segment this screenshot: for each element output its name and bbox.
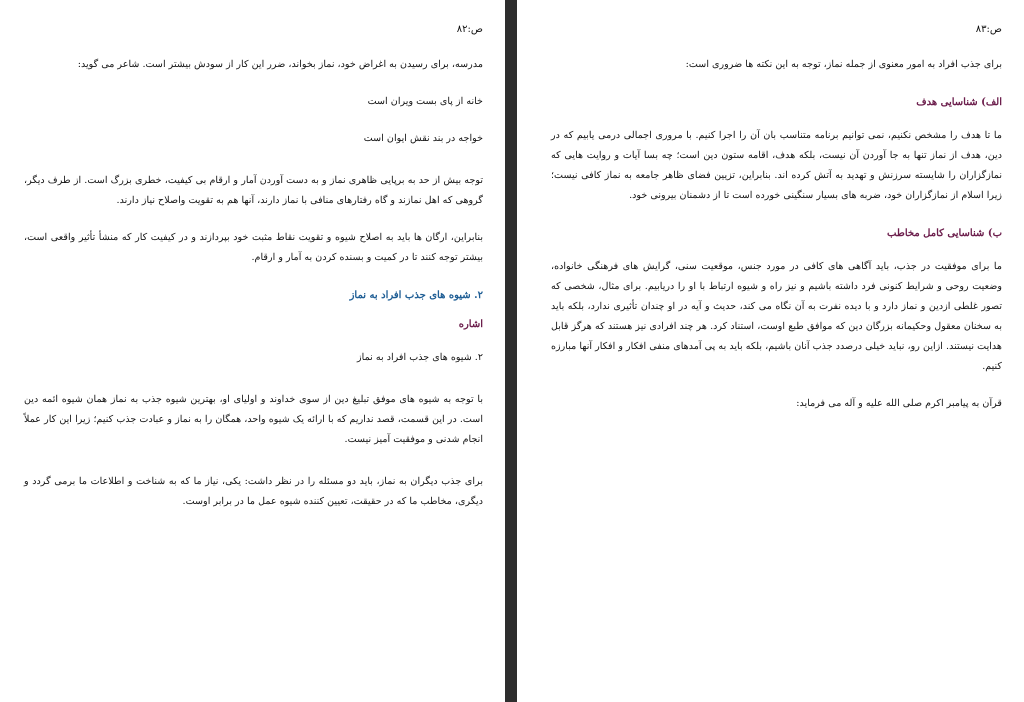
page-number: ص:۸۲ bbox=[456, 24, 483, 35]
paragraph: ما برای موفقیت در جذب، باید آگاهی های کافی در مورد جنس، موقعیت سنی، گرایش های فرهنگی خانواده، وضعیت روحی و شرایط کنونی فرد داشته باشیم و نیز راه و شیوه ارتباط با او را دریابیم. برای مثال، شخصی که تصور غلطی ازدین و نماز دارد و با دیده نفرت به آن نگاه می کند، حدیث و آیه در او چندان تأثیری ندارد، بلکه باید به سخنان معقول وحکیمانه بزرگان دین که موافق طبع اوست، استناد کرد. هر چند افرادی نیز هستند که هرگز قابل هدایت نیستند. ازاین رو، نباید خیلی درصدد جذب آنان باشیم، بلکه باید به پی آمدهای منفی افکار و افکار آنها مبارزه کنیم. bbox=[551, 261, 1002, 372]
paragraph: توجه بیش از حد به برپایی ظاهری نماز و به دست آوردن آمار و ارقام بی کیفیت، خطری بزرگ است. از طرف دیگر، گروهی که اهل نمازند و گاه رفتارهای منافی با نماز دارند، آنها هم به تقویت واصلاح نیاز دارند. bbox=[24, 175, 483, 206]
page-divider bbox=[505, 0, 517, 702]
section-heading: ۲. شیوه های جذب افراد به نماز bbox=[349, 290, 483, 301]
right-page bbox=[517, 0, 1024, 702]
note-heading: اشاره bbox=[458, 319, 483, 330]
verse-line: خانه از پای بست ویران است bbox=[367, 96, 483, 107]
paragraph: بنابراین، ارگان ها باید به اصلاح شیوه و تقویت نقاط مثبت خود بپردازند و در کیفیت کار که منشأ تأثیر واقعی است، بیشتر توجه کنند تا در کمیت و بسنده کردن به آمار و ارقام. bbox=[24, 232, 483, 263]
subheading: ۲. شیوه های جذب افراد به نماز bbox=[357, 352, 483, 363]
paragraph: برای جذب افراد به امور معنوی از جمله نماز، توجه به این نکته ها ضروری است: bbox=[685, 59, 1002, 70]
section-heading: ب) شناسایی کامل مخاطب bbox=[887, 228, 1002, 239]
left-page bbox=[0, 0, 505, 702]
verse-line: خواجه در بند نقش ایوان است bbox=[363, 133, 483, 144]
paragraph: برای جذب دیگران به نماز، باید دو مسئله را در نظر داشت: یکی، نیاز ما که به شناخت و اطلاعات ما برمی گردد و دیگری، مخاطب ما که در حقیقت، تعیین کننده شیوه عمل ما در برابر اوست. bbox=[24, 476, 483, 507]
paragraph: ما تا هدف را مشخص نکنیم، نمی توانیم برنامه متناسب بان آن را اجرا کنیم. با مروری اجمالی درمی یابیم که در دین، هدف از نماز تنها به جا آوردن آن نیست، بلکه هدف، اقامه ستون دین است؛ چه بسا آیات و روایت هایی که نمازگزاران را شایسته سرزنش و تهدید به آتش کرده اند. بنابراین، تزیین فضای ظاهر جامعه به نماز کافی نیست؛ زیرا اسلام از نمازگزاران خود، ضربه های بسیار سنگینی خورده است تا از دشمنان بیرونی خود. bbox=[551, 130, 1002, 201]
paragraph: با توجه به شیوه های موفق تبلیغ دین از سوی خداوند و اولیای او، بهترین شیوه جذب به نماز همان شیوه ائمه دین است. در این قسمت، قصد نداریم که با ارائه یک شیوه واحد، همگان را به نماز و عبادت جذب کنیم؛ زیرا این کار عملاً انجام شدنی و موفقیت آمیز نیست. bbox=[24, 394, 483, 445]
paragraph: مدرسه، برای رسیدن به اغراض خود، نماز بخواند، ضرر این کار از سودش بیشتر است. شاعر می گوید: bbox=[77, 59, 483, 70]
section-heading: الف) شناسایی هدف bbox=[916, 97, 1002, 108]
page-number: ص:۸۳ bbox=[975, 24, 1002, 35]
paragraph: قرآن به پیامبر اکرم صلی الله علیه و آله می فرماید: bbox=[796, 398, 1002, 409]
